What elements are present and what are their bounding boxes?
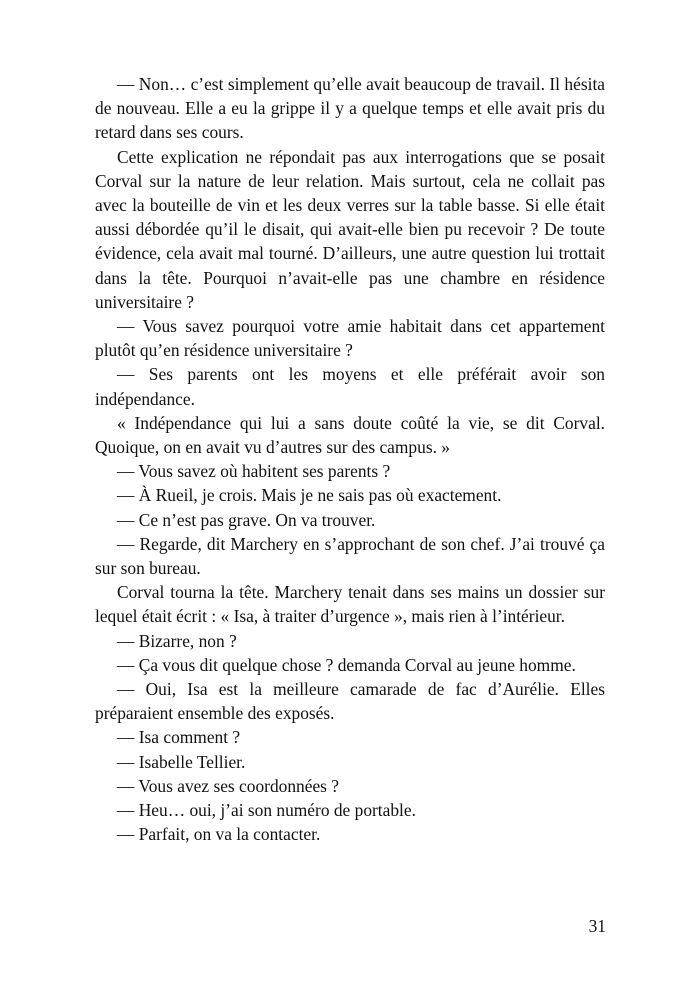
paragraph: — Ses parents ont les moyens et elle préférait avoir son indépendance. (95, 364, 605, 409)
paragraph: — Isabelle Tellier. (117, 751, 246, 772)
page-number: 31 (588, 916, 606, 936)
paragraph: — Vous savez pourquoi votre amie habitait dans cet appartement plutôt qu’en résidence universitaire ? (95, 316, 605, 361)
paragraph: — Non… c’est simplement qu’elle avait beaucoup de travail. Il hésita de nouveau. Elle a eu la grippe il y a quelque temps et elle avait pris du retard dans ses cours. (95, 74, 605, 143)
page-body (95, 72, 605, 847)
paragraph: — Oui, Isa est la meilleure camarade de fac d’Aurélie. Elles préparaient ensemble des exposés. (95, 679, 605, 724)
paragraph: — Heu… oui, j’ai son numéro de portable. (117, 800, 416, 821)
paragraph: — Vous savez où habitent ses parents ? (117, 461, 391, 482)
paragraph: — Ce n’est pas grave. On va trouver. (117, 509, 376, 530)
paragraph: — À Rueil, je crois. Mais je ne sais pas où exactement. (117, 485, 502, 506)
paragraph: « Indépendance qui lui a sans doute coûté la vie, se dit Corval. Quoique, on en avait vu d’autres sur des campus. » (95, 412, 605, 458)
paragraph: — Isa comment ? (117, 727, 241, 748)
paragraph: — Parfait, on va la contacter. (117, 824, 321, 845)
paragraph: — Bizarre, non ? (117, 630, 237, 651)
paragraph: — Vous avez ses coordonnées ? (117, 775, 340, 796)
paragraph: Cette explication ne répondait pas aux interrogations que se posait Corval sur la nature de leur relation. Mais surtout, cela ne collait pas avec la bouteille de vin et les deux verres sur la table basse. Si elle était aussi débordée qu’il le disait, qui avait-elle bien pu recevoir ? De toute évidence, cela avait mal tourné. D’ailleurs, une autre question lui trottait dans la tête. Pourquoi n’avait-elle pas une chambre en résidence universitaire ? (95, 146, 605, 312)
paragraph: Corval tourna la tête. Marchery tenait dans ses mains un dossier sur lequel était écrit : « Isa, à traiter d’urgence », mais rien à l’intérieur. (95, 582, 605, 627)
paragraph: — Ça vous dit quelque chose ? demanda Corval au jeune homme. (117, 654, 576, 675)
paragraph: — Regarde, dit Marchery en s’approchant de son chef. J’ai trouvé ça sur son bureau. (95, 533, 605, 579)
